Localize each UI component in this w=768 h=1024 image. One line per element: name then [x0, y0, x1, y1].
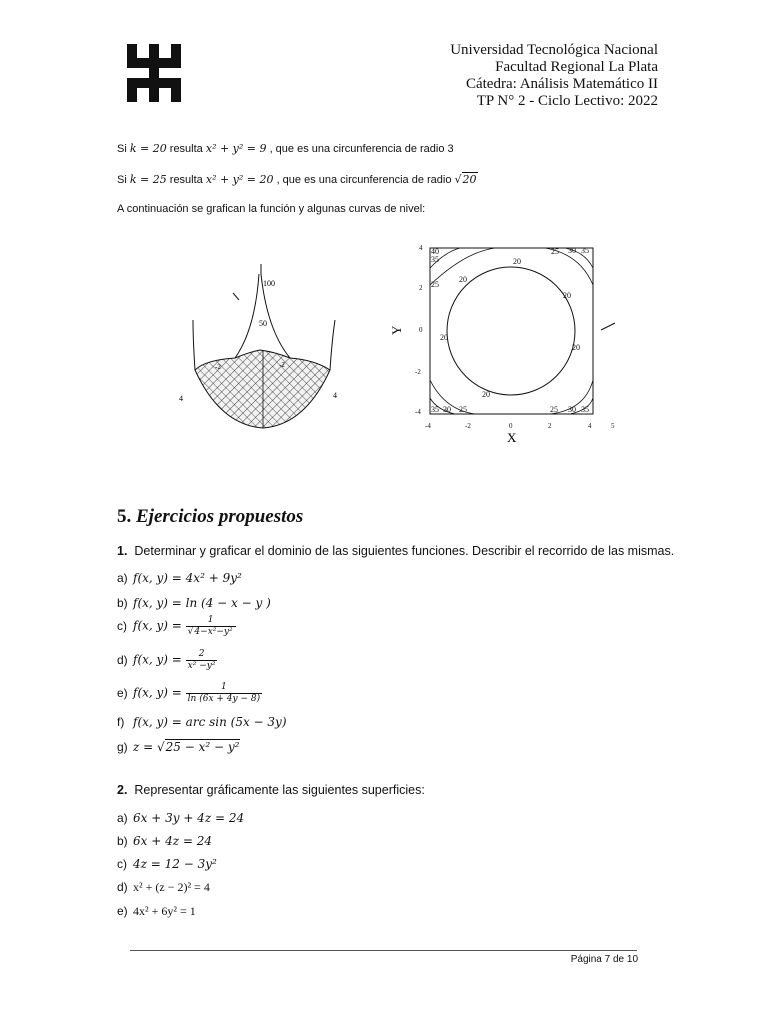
q2-item-d: d) x² + (z − 2)² = 4 — [117, 880, 210, 894]
level-label: 20 — [572, 343, 580, 352]
level-label: 25 — [551, 247, 559, 256]
x-tick: 0 — [509, 422, 513, 430]
z-tick-50: 50 — [259, 319, 267, 328]
intro-line-3: A continuación se grafican la función y algunas curvas de nivel: — [117, 203, 426, 215]
level-label: 30 — [568, 405, 576, 414]
level-label: 30 — [568, 246, 576, 255]
y-tick: -2 — [415, 368, 421, 376]
level-label: 25 — [459, 405, 467, 414]
plot-frame — [430, 248, 593, 414]
q1-item-a: a) f(x, y) = 4x² + 9y² — [117, 571, 242, 585]
footer-rule — [130, 950, 637, 951]
level-label: 35 — [581, 246, 589, 255]
x-tick: 2 — [548, 422, 552, 430]
level-label: 20 — [513, 257, 521, 266]
q1-item-e: e) f(x, y) = $\frac{1}{\ln (6x + 4y - 8)}$ — [117, 682, 261, 704]
q1-item-d: d) f(x, y) = $\frac{2}{\text{x² −y²}}$ — [117, 649, 216, 671]
university-name: Universidad Tecnológica Nacional — [450, 42, 658, 58]
header-block — [450, 42, 658, 110]
level-label: 35 — [431, 405, 439, 414]
y-tick: 0 — [419, 326, 423, 334]
q1-item-g: g) z = √25 − x² − y² — [117, 740, 240, 754]
surface-3d-figure — [175, 260, 350, 435]
question-1: 1. Determinar y graficar el dominio de las siguientes funciones. Describir el recorrido de las mismas. — [117, 544, 675, 558]
level-label: 40 — [431, 247, 439, 256]
x-tick: 5 — [611, 422, 615, 430]
level-label: 20 — [459, 275, 467, 284]
level-label: 35 — [431, 255, 439, 264]
utn-logo — [127, 44, 181, 102]
x-tick: 4 — [588, 422, 592, 430]
x-tick: -4 — [425, 422, 431, 430]
level-label: 30 — [443, 405, 451, 414]
y-tick: 4 — [419, 244, 423, 252]
intro-line-2: Si k = 25 resulta x² + y² = 20 , que es una circunferencia de radio √20 — [117, 173, 477, 186]
q2-item-a: a) 6x + 3y + 4z = 24 — [117, 811, 245, 825]
y-tick: -4 — [415, 408, 421, 416]
q2-item-b: b) 6x + 4z = 24 — [117, 834, 212, 848]
edge-label-left: 4 — [179, 394, 183, 403]
x-tick: -2 — [465, 422, 471, 430]
edge-label-right: 4 — [333, 391, 337, 400]
x-axis-label: X — [507, 430, 517, 445]
edge-label-mid-left: -2 — [279, 361, 285, 369]
q1-item-f: f) f(x, y) = arc sin (5x − 3y) — [117, 715, 287, 729]
z-tick-100: 100 — [263, 279, 275, 288]
q2-item-c: c) 4z = 12 − 3y² — [117, 857, 217, 871]
level-label: 20 — [563, 291, 571, 300]
level-label: 25 — [431, 280, 439, 289]
q1-item-b: b) f(x, y) = ln (4 − x − y ) — [117, 596, 271, 610]
course-info: TP N° 2 - Ciclo Lectivo: 2022 — [476, 93, 658, 109]
q1-item-c: c) f(x, y) = $\frac{1}{\text{√4−x²−y²}}$ — [117, 615, 236, 638]
section-title: 5. Ejercicios propuestos — [117, 506, 304, 527]
faculty-name: Facultad Regional La Plata — [495, 59, 658, 75]
question-2: 2. Representar gráficamente las siguientes superficies: — [117, 783, 425, 797]
y-axis-label: Y — [389, 325, 404, 335]
intro-line-1: Si k = 20 resulta x² + y² = 9 , que es una circunferencia de radio 3 — [117, 142, 454, 155]
y-tick: 2 — [419, 284, 423, 292]
level-label: 25 — [550, 405, 558, 414]
level-label: 20 — [440, 333, 448, 342]
chair-name: Cátedra: Análisis Matemático II — [465, 76, 658, 92]
level-label: 35 — [581, 405, 589, 414]
page-number: Página 7 de 10 — [570, 954, 638, 965]
q2-item-e: e) 4x² + 6y² = 1 — [117, 904, 196, 918]
edge-label-mid-right: -2 — [215, 363, 221, 371]
level-label: 20 — [482, 390, 490, 399]
contour-plot — [385, 240, 625, 450]
